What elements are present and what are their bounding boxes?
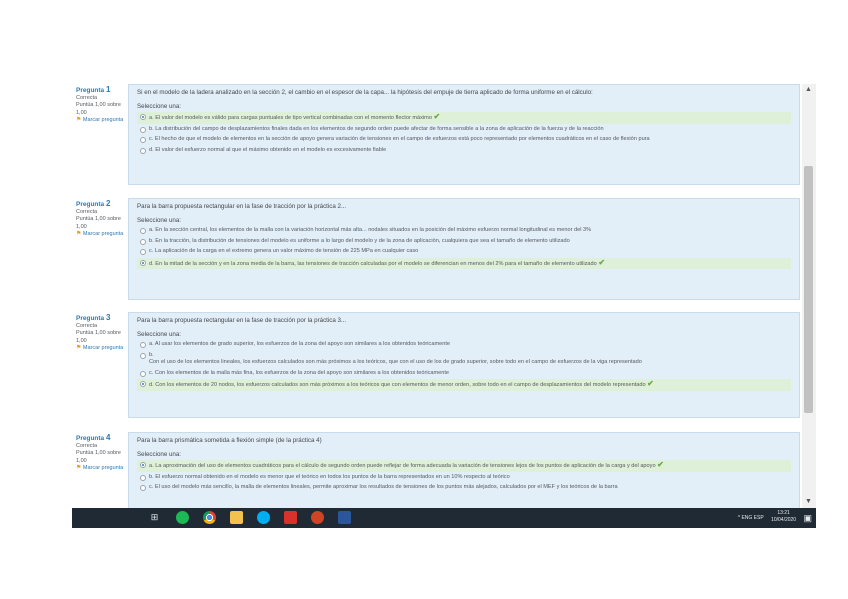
question-status: Correcta (76, 208, 98, 215)
answer-option-a[interactable]: a. El valor del modelo es válido para cargas puntuales de tipo vertical combinadas con el momento flector máximo ✔ (137, 112, 791, 124)
radio-button[interactable] (140, 137, 146, 143)
radio-button[interactable] (140, 342, 146, 348)
taskbar (72, 508, 816, 528)
radio-button[interactable] (140, 353, 146, 359)
answer-option-c[interactable]: c. Con los elementos de la malla más fina, los esfuerzos de la zona del apoyo son similares a los obtenidos teóricamente (137, 369, 791, 379)
scroll-down-icon[interactable]: ▼ (805, 498, 812, 505)
flag-question-link[interactable]: ⚑ Marcar pregunta (76, 465, 124, 471)
clock-time: 13:21 (777, 510, 790, 516)
tray-indicators[interactable]: ^ ENG ESP (737, 515, 764, 521)
vertical-scrollbar[interactable] (802, 84, 816, 508)
scroll-up-icon[interactable]: ▲ (805, 86, 812, 93)
scroll-thumb[interactable] (804, 166, 813, 413)
radio-button[interactable] (140, 249, 146, 255)
question-number: Pregunta 4 (76, 433, 111, 442)
flag-question-link[interactable]: ⚑ Marcar pregunta (76, 117, 124, 123)
question-info (76, 434, 128, 473)
radio-button[interactable] (140, 381, 146, 387)
question-info (76, 200, 128, 239)
question-info (76, 86, 128, 125)
acrobat-icon[interactable] (284, 511, 297, 524)
notifications-icon[interactable]: ▣ (803, 513, 812, 523)
answer-option-a[interactable]: a. Al usar los elementos de grado superior, los esfuerzos de la zona del apoyo son similares a los obtenidos teóricamente (137, 340, 791, 350)
radio-button[interactable] (140, 475, 146, 481)
answer-option-d[interactable]: d. En la mitad de la sección y en la zona media de la barra, las tensiones de tracción calculadas por el modelo se diferencian en menos del 2% para el tamaño de elemento utilizado ✔ (137, 258, 791, 270)
select-one-label: Seleccione una: (137, 451, 182, 458)
radio-button[interactable] (140, 239, 146, 245)
radio-button[interactable] (140, 114, 146, 120)
question-text: Para la barra propuesta rectangular en la fase de tracción por la práctica 3... (137, 317, 347, 324)
answer-option-b[interactable]: b. El esfuerzo normal obtenido en el modelo es menor que el teórico en todos los puntos de la barra representados en un 10% respecto al teórico (137, 473, 791, 483)
select-one-label: Seleccione una: (137, 103, 182, 110)
question-box (128, 198, 800, 300)
answer-option-d[interactable]: d. Con los elementos de 20 nodos, los esfuerzos calculados son más próximos a los teóricos que con elementos de menor orden, sobre todo en el campo de desplazamientos del modelo representado ✔ (137, 379, 791, 391)
flag-question-link[interactable]: ⚑ Marcar pregunta (76, 231, 124, 237)
question-4 (72, 432, 802, 508)
answer-option-a[interactable]: a. La aproximación del uso de elementos cuadráticos para el cálculo de segundo orden puede reflejar de forma adecuada la variación de tensiones lejos de los puntos de aplicación de la carga y del apoyo ✔ (137, 460, 791, 472)
question-score: Puntúa 1,00 sobre 1,00 (76, 216, 121, 230)
check-icon: ✔ (433, 112, 441, 121)
system-tray (738, 510, 812, 526)
flag-icon: ⚑ (76, 231, 82, 237)
radio-button[interactable] (140, 260, 146, 266)
check-icon: ✔ (598, 257, 606, 267)
select-one-label: Seleccione una: (137, 217, 182, 224)
task-view-icon[interactable]: ⊞ (150, 512, 159, 522)
skype-icon[interactable] (257, 511, 270, 524)
question-info (76, 314, 128, 353)
chrome-icon[interactable] (203, 511, 216, 524)
question-1 (72, 84, 802, 188)
file-explorer-icon[interactable] (230, 511, 243, 524)
question-status: Correcta (76, 322, 98, 329)
question-score: Puntúa 1,00 sobre 1,00 (76, 330, 121, 344)
answer-option-c[interactable]: c. La aplicación de la carga en el extremo genera un valor máximo de tensión de 225 MPa en cualquier caso (137, 247, 791, 257)
radio-button[interactable] (140, 462, 146, 468)
radio-button[interactable] (140, 228, 146, 234)
answer-option-c[interactable]: c. El hecho de que el modelo de elementos en la sección de apoyo genera variación de tensiones en el campo de esfuerzos está poco representado por elementos cuadráticos en el caso de flexión pura (137, 135, 791, 145)
radio-button[interactable] (140, 127, 146, 133)
question-score: Puntúa 1,00 sobre 1,00 (76, 102, 121, 116)
spotify-icon[interactable] (176, 511, 189, 524)
powerpoint-icon[interactable] (311, 511, 324, 524)
flag-icon: ⚑ (76, 465, 82, 471)
question-2 (72, 198, 802, 302)
clock[interactable] (771, 510, 796, 524)
question-status: Correcta (76, 94, 98, 101)
question-number: Pregunta 3 (76, 313, 111, 322)
question-box (128, 432, 800, 508)
question-number: Pregunta 2 (76, 199, 111, 208)
clock-date: 10/04/2020 (771, 517, 797, 523)
question-number: Pregunta 1 (76, 85, 111, 94)
question-box (128, 84, 800, 185)
radio-button[interactable] (140, 485, 146, 491)
radio-button[interactable] (140, 148, 146, 154)
flag-icon: ⚑ (76, 345, 82, 351)
quiz-review-content (72, 84, 802, 508)
answer-option-a[interactable]: a. En la sección central, los elementos de la malla con la variación horizontal más alta... nodales situados en la posición del máximo esfuerzo normal longitudinal es menor del 3% (137, 226, 791, 236)
question-box (128, 312, 800, 418)
flag-question-link[interactable]: ⚑ Marcar pregunta (76, 345, 124, 351)
radio-button[interactable] (140, 371, 146, 377)
question-3 (72, 312, 802, 416)
select-one-label: Seleccione una: (137, 331, 182, 338)
question-status: Correcta (76, 442, 98, 449)
question-score: Puntúa 1,00 sobre 1,00 (76, 450, 121, 464)
screenshot-window (72, 84, 816, 528)
question-text: Para la barra propuesta rectangular en la fase de tracción por la práctica 2... (137, 203, 347, 210)
flag-icon: ⚑ (76, 117, 82, 123)
question-text: Para la barra prismática sometida a flexión simple (de la práctica 4) (137, 437, 322, 444)
answer-option-b[interactable]: b. En la tracción, la distribución de tensiones del modelo es uniforme a lo largo del modelo y de la zona de aplicación, cualquiera que sea el tamaño de elemento utilizado (137, 237, 791, 247)
check-icon: ✔ (657, 460, 664, 469)
answer-option-c[interactable]: c. El uso del modelo más sencillo, la malla de elementos lineales, permite aproximar los resultados de tensiones de los puntos más alejados, calculados por el MEF y los teóricos de la barra (137, 483, 791, 493)
answer-option-b[interactable]: b. La distribución del campo de desplazamientos finales dada en los elementos de segundo orden puede afectar de forma sensible a la zona de aplicación de la fuerza y de la reacción (137, 125, 791, 135)
check-icon: ✔ (647, 379, 654, 388)
question-text: Si en el modelo de la ladera analizado en la sección 2, el cambio en el espesor de la capa... la hipótesis del empuje de tierra aplicado de forma uniforme en el cálculo: (137, 89, 593, 96)
answer-option-d[interactable]: d. El valor del esfuerzo normal al que el máximo obtenido en el modelo es excesivamente fiable (137, 146, 791, 156)
word-icon[interactable] (338, 511, 351, 524)
answer-option-b[interactable]: b. Con el uso de los elementos lineales, los esfuerzos calculados son más próximos a los teóricos, que con el uso de los de grado superior, sobre todo en el campo de esfuerzos de la viga representado (137, 351, 791, 368)
